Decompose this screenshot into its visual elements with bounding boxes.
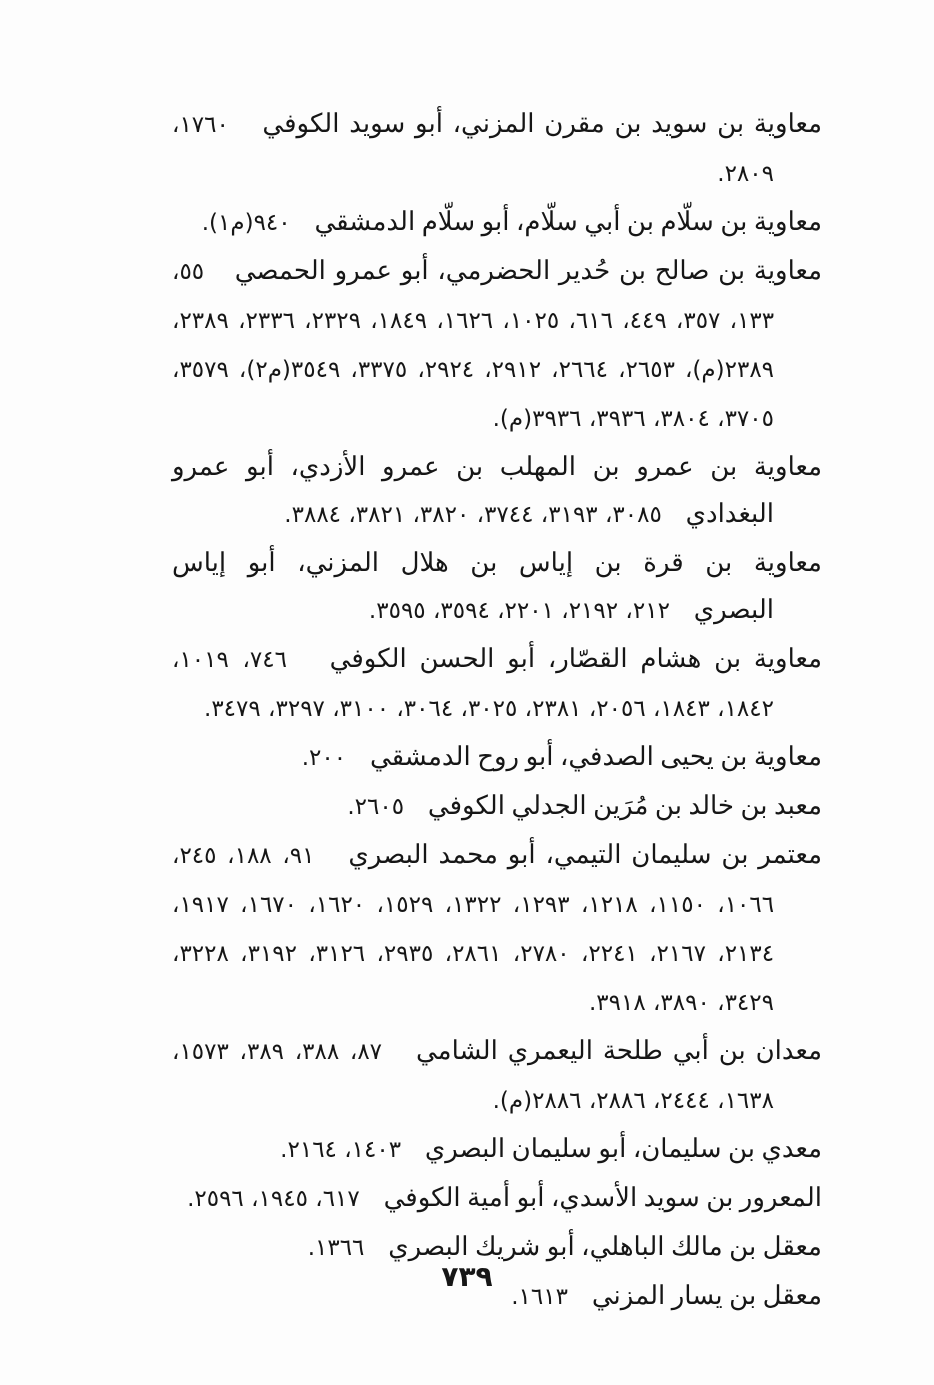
index-entry-7	[172, 782, 822, 831]
index-entry-8	[172, 831, 822, 1027]
entry-refs: ٥٥، ١٣٣، ٣٥٧، ٤٤٩، ٦١٦، ١٠٢٥، ١٦٢٦، ١٨٤٩، ٢٣٢٩، ٢٣٣٦، ٢٣٨٩، ٢٣٨٩(م)، ٢٦٥٣، ٢٦٦٤، ٢٩١٢، ٢٩٢٤، ٣٣٧٥، ٣٥٤٩(م٢)، ٣٥٧٩، ٣٧٠٥، ٣٨٠٤، ٣٩٣٦، ٣٩٣٦(م).	[172, 259, 775, 432]
index-entry-0	[172, 100, 822, 198]
entry-name: معاوية بن صالح بن حُدير الحضرمي، أبو عمرو الحمصي	[234, 256, 823, 285]
entry-refs: ٨٧، ٣٨٨، ٣٨٩، ١٥٧٣، ١٦٣٨، ٢٤٤٤، ٢٨٨٦، ٢٨٨٦(م).	[172, 1039, 774, 1114]
entry-name: معاوية بن يحيى الصدفي، أبو روح الدمشقي	[369, 742, 822, 771]
entry-refs: ٩٤٠(م١).	[201, 210, 291, 236]
entry-refs: ٦١٧، ١٩٤٥، ٢٥٩٦.	[187, 1186, 360, 1212]
index-entry-4	[172, 539, 822, 635]
index-entry-11	[172, 1174, 822, 1223]
entry-refs: ١٤٠٣، ٢١٦٤.	[280, 1137, 402, 1163]
entry-refs: ٢٦٠٥.	[347, 794, 405, 820]
entry-name: معاوية بن عمرو بن المهلب بن عمرو الأزدي، أبو عمرو البغدادي	[172, 452, 822, 528]
index-entry-2	[172, 247, 822, 443]
entry-name: معدي بن سليمان، أبو سليمان البصري	[424, 1134, 822, 1163]
index-entry-3	[172, 443, 822, 539]
entry-name: المعرور بن سويد الأسدي، أبو أمية الكوفي	[383, 1183, 822, 1212]
entry-refs: ٧٤٦، ١٠١٩، ١٨٤٢، ١٨٤٣، ٢٠٥٦، ٢٣٨١، ٣٠٢٥، ٣٠٦٤، ٣١٠٠، ٣٢٩٧، ٣٤٧٩.	[172, 647, 774, 722]
entry-refs: ١٦١٣.	[511, 1284, 568, 1310]
entry-name: معقل بن مالك الباهلي، أبو شريك البصري	[388, 1232, 822, 1261]
entry-refs: ٣٠٨٥، ٣١٩٣، ٣٧٤٤، ٣٨٢٠، ٣٨٢١، ٣٨٨٤.	[284, 502, 662, 528]
index-entry-5	[172, 635, 822, 733]
entry-name: معاوية بن سلّام بن أبي سلّام، أبو سلّام الدمشقي	[314, 207, 822, 236]
entry-name: معتمر بن سليمان التيمي، أبو محمد البصري	[348, 840, 822, 869]
entry-name: معبد بن خالد بن مُرَين الجدلي الكوفي	[427, 791, 822, 820]
entry-name: معاوية بن هشام القصّار، أبو الحسن الكوفي	[329, 644, 823, 673]
entry-refs: ٢١٢، ٢١٩٢، ٢٢٠١، ٣٥٩٤، ٣٥٩٥.	[368, 598, 670, 624]
entry-refs: ١٣٦٦.	[307, 1235, 365, 1261]
entry-name: معاوية بن سويد بن مقرن المزني، أبو سويد الكوفي	[262, 109, 822, 138]
page-number: ٧٣٩	[441, 1260, 493, 1293]
entry-refs: ٢٠٠.	[301, 745, 347, 771]
index-entry-10	[172, 1125, 822, 1174]
entry-name: معقل بن يسار المزني	[591, 1281, 822, 1310]
index-entry-9	[172, 1027, 822, 1125]
entry-refs: ٩١، ١٨٨، ٢٤٥، ١٠٦٦، ١١٥٠، ١٢١٨، ١٢٩٣، ١٣٢٢، ١٥٢٩، ١٦٢٠، ١٦٧٠، ١٩١٧، ٢١٣٤، ٢١٦٧، ٢٢٤١، ٢٧٨٠، ٢٨٦١، ٢٩٣٥، ٣١٢٦، ٣١٩٢، ٣٢٢٨، ٣٤٢٩، ٣٨٩٠، ٣٩١٨.	[172, 843, 775, 1016]
index-entries	[172, 100, 822, 1321]
entry-name: معدان بن أبي طلحة اليعمري الشامي	[415, 1036, 823, 1065]
index-entry-1	[172, 198, 822, 247]
entry-refs: ١٧٦٠، ٢٨٠٩.	[172, 112, 774, 187]
entry-name: معاوية بن قرة بن إياس بن هلال المزني، أبو إياس البصري	[172, 548, 822, 624]
index-entry-6	[172, 733, 822, 782]
